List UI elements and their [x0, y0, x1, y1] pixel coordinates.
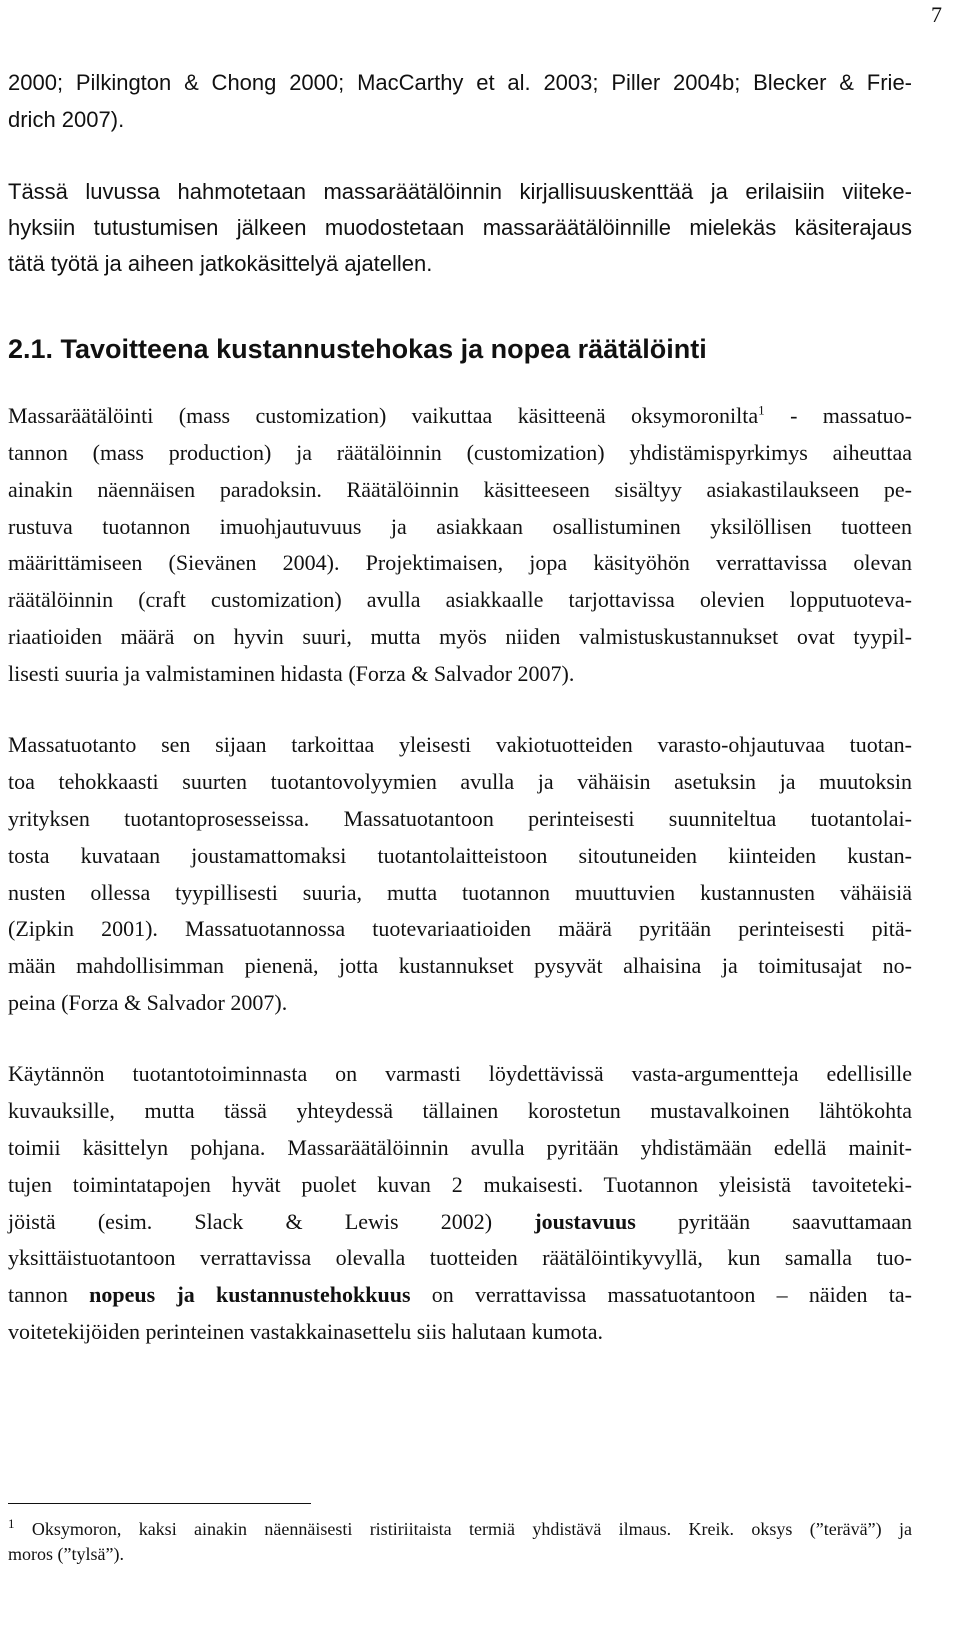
para2-line-2: toa tehokkaasti suurten tuotantovolyymien avulla ja vähäisin asetuksin ja muutoksin: [8, 769, 912, 794]
para2-line-6: (Zipkin 2001). Massatuotannossa tuotevariaatioiden määrä pyritään perinteisesti pitä-: [8, 916, 912, 941]
emphasis-joustavuus: joustavuus: [534, 1209, 636, 1234]
para3-line-7-post: on verrattavissa massatuotantoon – näiden ta-: [410, 1282, 912, 1307]
overview-line-1: Tässä luvussa hahmotetaan massaräätälöinnin kirjallisuuskenttää ja erilaisiin viiteke-: [8, 179, 912, 204]
para2-line-4: tosta kuvataan joustamattomaksi tuotantolaitteistoon sitoutuneiden kiinteiden kustan-: [8, 843, 912, 868]
para1-line-3: ainakin näennäisen paradoksin. Räätälöinnin käsitteeseen sisältyy asiakastilaukseen pe-: [8, 477, 912, 502]
para3-line-7: [8, 1280, 912, 1310]
para3-line-1: Käytännön tuotantotoiminnasta on varmasti löydettävissä vasta-argumentteja edellisille: [8, 1061, 912, 1086]
para2-line-7: mään mahdollisimman pienenä, jotta kustannukset pysyvät alhaisina ja toimitusajat no-: [8, 953, 912, 978]
para3-line-3: toimii käsittelyn pohjana. Massaräätälöinnin avulla pyritään yhdistämään edellä mainit-: [8, 1135, 912, 1160]
para1-line-7: riaatioiden määrä on hyvin suuri, mutta myös niiden valmistuskustannukset ovat tyypil-: [8, 624, 912, 649]
para2-line-1: Massatuotanto sen sijaan tarkoittaa yleisesti vakiotuotteiden varasto-ohjautuvaa tuotan-: [8, 732, 912, 757]
footnote-divider: [8, 1503, 311, 1504]
para1-line-1: [8, 401, 912, 431]
para2-line-3: yrityksen tuotantoprosesseissa. Massatuotantoon perinteisesti suunniteltua tuotantolai-: [8, 806, 912, 831]
intro-line-1: 2000; Pilkington & Chong 2000; MacCarthy et al. 2003; Piller 2004b; Blecker & Frie-: [8, 70, 912, 95]
para3-line-5: [8, 1207, 912, 1237]
intro-line-2: drich 2007).: [8, 107, 125, 132]
para3-line-2: kuvauksille, mutta tässä yhteydessä tällainen korostetun mustavalkoinen lähtökohta: [8, 1098, 912, 1123]
para3-line-6: yksittäistuotantoon verrattavissa olevalla tuotteiden räätälöintikyvyllä, kun samalla tuo-: [8, 1245, 912, 1270]
para1-line-2: tannon (mass production) ja räätälöinnin (customization) yhdistämispyrkimys aiheuttaa: [8, 440, 912, 465]
para1-line-5: määrittämiseen (Sievänen 2004). Projektimaisen, jopa käsityöhön verrattavissa olevan: [8, 550, 912, 575]
para3-line-8: voitetekijöiden perinteinen vastakkainasettelu siis halutaan kumota.: [8, 1319, 604, 1344]
footnote-line-1: [8, 1517, 912, 1541]
footnote-reference: 1: [758, 402, 765, 418]
para1-line-6: räätälöinnin (craft customization) avulla asiakkaalle tarjottavissa olevien lopputuoteva-: [8, 587, 912, 612]
footnote-line-2: moros (”tylsä”).: [8, 1544, 124, 1564]
overview-line-2: hyksiin tutustumisen jälkeen muodostetaan massaräätälöinnille mielekäs käsiterajaus: [8, 215, 912, 240]
para1-line-1-text: Massaräätälöinti (mass customization) vaikuttaa käsitteenä oksymoronilta: [8, 403, 759, 428]
para1-line-1-tail: - massatuo-: [764, 403, 913, 428]
para2-line-8: peina (Forza & Salvador 2007).: [8, 990, 288, 1015]
footnote-marker: 1: [8, 1516, 15, 1531]
para2-line-5: nusten ollessa tyypillisesti suuria, mutta tuotannon muuttuvien kustannusten vähäisiä: [8, 880, 912, 905]
emphasis-nopeus: nopeus ja kustannustehokkuus: [89, 1282, 411, 1307]
para3-line-7-pre: tannon: [8, 1282, 90, 1307]
section-heading: 2.1. Tavoitteena kustannustehokas ja nopea räätälöinti: [8, 334, 707, 364]
overview-line-3: tätä työtä ja aiheen jatkokäsittelyä ajatellen.: [8, 251, 433, 276]
para1-line-4: rustuva tuotannon imuohjautuvuus ja asiakkaan osallistuminen yksilöllisen tuotteen: [8, 514, 912, 539]
para3-line-4: tujen toimintatapojen hyvät puolet kuvan 2 mukaisesti. Tuotannon yleisistä tavoiteteki-: [8, 1172, 912, 1197]
page-number: 7: [931, 2, 942, 27]
para1-line-8: lisesti suuria ja valmistaminen hidasta (Forza & Salvador 2007).: [8, 661, 575, 686]
footnote-line-1-text: Oksymoron, kaksi ainakin näennäisesti ristiriitaista termiä yhdistävä ilmaus. Kreik. oksys (”terävä”) ja: [14, 1519, 912, 1539]
para3-line-5-post: pyritään saavuttamaan: [635, 1209, 912, 1234]
para3-line-5-pre: jöistä (esim. Slack & Lewis 2002): [8, 1209, 535, 1234]
